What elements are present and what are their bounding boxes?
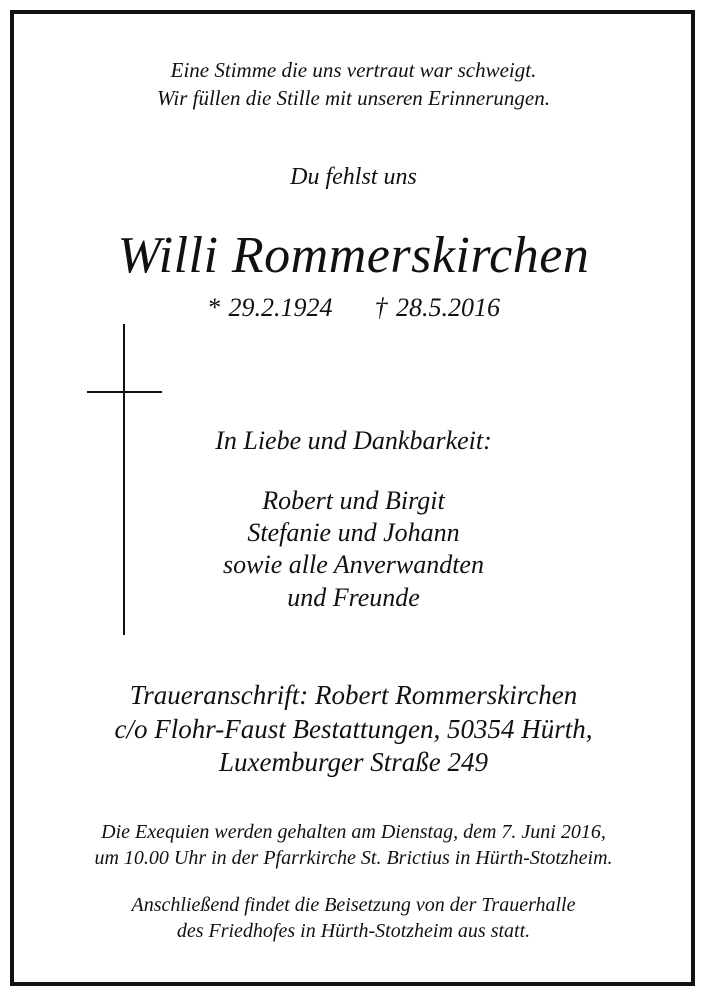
- missed-phrase: Du fehlst uns: [290, 164, 417, 190]
- verse-line-2: Wir füllen die Stille mit unseren Erinnerungen.: [157, 86, 550, 110]
- latin-cross-icon-crossbar: [87, 391, 162, 393]
- address-line-1: Traueranschrift: Robert Rommerskirchen: [129, 680, 578, 710]
- verse-line-1: Eine Stimme die uns vertraut war schweigt.: [170, 58, 537, 82]
- mourner-line: und Freunde: [287, 583, 420, 612]
- birth-date: * 29.2.1924: [207, 293, 333, 322]
- mourner-line: sowie alle Anverwandten: [223, 550, 484, 579]
- burial-line-1: Anschließend findet die Beisetzung von der Trauerhalle: [131, 894, 576, 916]
- burial-line-2: des Friedhofes in Hürth-Stotzheim aus statt.: [176, 920, 531, 942]
- mourners-intro: In Liebe und Dankbarkeit:: [215, 426, 492, 455]
- mourner-line: Stefanie und Johann: [247, 518, 460, 547]
- deceased-name: Willi Rommerskirchen: [117, 227, 590, 284]
- address-line-2: c/o Flohr-Faust Bestattungen, 50354 Hürth,: [114, 714, 593, 744]
- service-line-2: um 10.00 Uhr in der Pfarrkirche St. Brictius in Hürth-Stotzheim.: [94, 847, 613, 869]
- address-line-3: Luxemburger Straße 249: [219, 747, 488, 777]
- death-date: † 28.5.2016: [374, 293, 500, 322]
- mourner-line: Robert und Birgit: [262, 486, 445, 515]
- life-dates: [0, 293, 707, 323]
- service-line-1: Die Exequien werden gehalten am Dienstag, dem 7. Juni 2016,: [101, 821, 606, 843]
